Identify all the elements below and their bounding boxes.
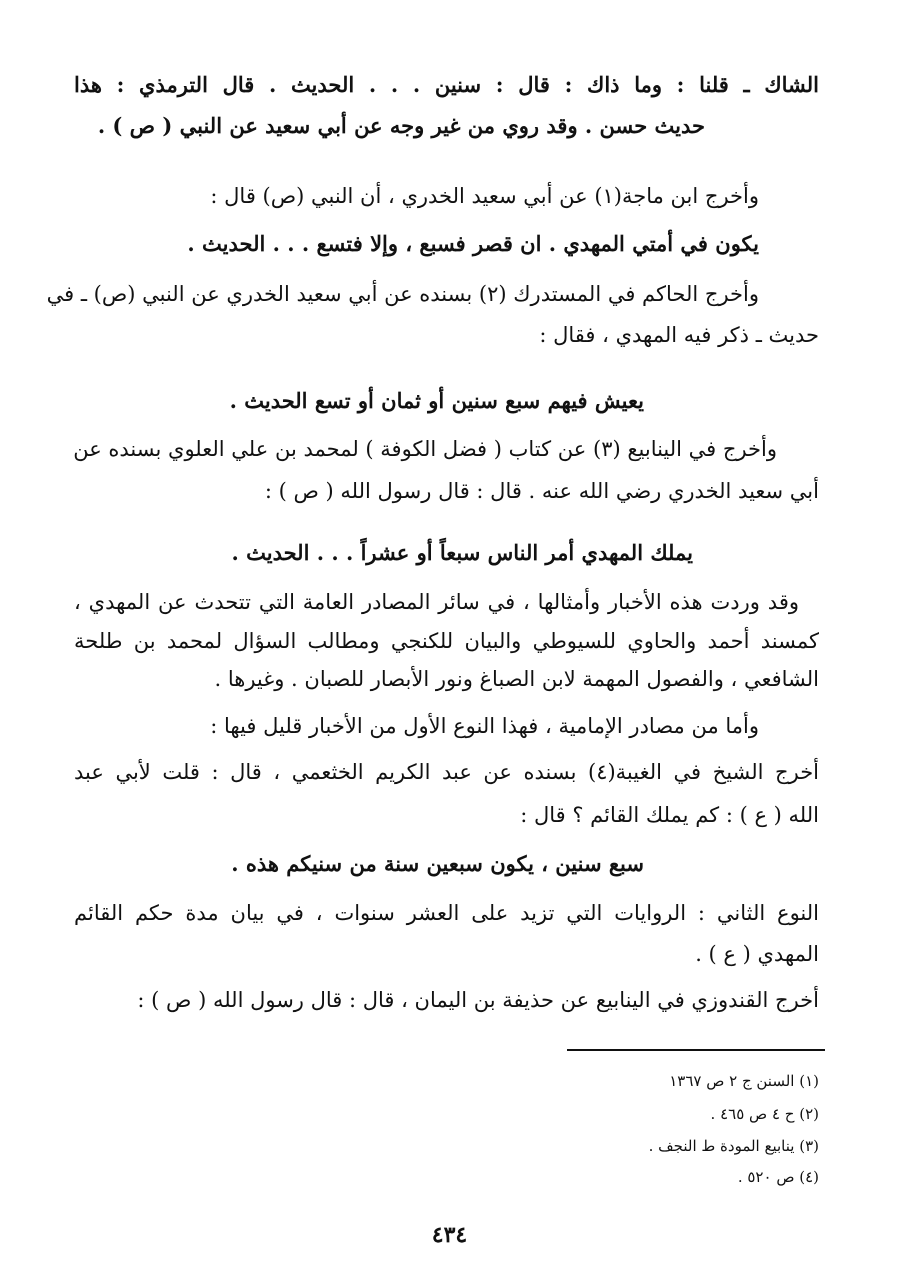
text-line-4: يكون في أمتي المهدي . ان قصر فسبع ، وإلا فتسع . . . الحديث . bbox=[187, 231, 759, 256]
text-line-13: الشافعي ، والفصول المهمة لابن الصباغ ونور الأبصار للصبان . وغيرها . bbox=[214, 667, 819, 691]
page-number: ٤٣٤ bbox=[431, 1222, 468, 1248]
text-line-7: يعيش فيهم سبع سنين أو ثمان أو تسع الحديث . bbox=[229, 388, 644, 413]
footnote-2: (٢) ح ٤ ص ٤٦٥ . bbox=[710, 1105, 819, 1123]
text-line-11: وقد وردت هذه الأخبار وأمثالها ، في سائر المصادر العامة التي تتحدث عن المهدي ، bbox=[74, 590, 799, 614]
footnote-4: (٤) ص ٥٢٠ . bbox=[737, 1168, 819, 1186]
text-line-9: أبي سعيد الخدري رضي الله عنه . قال : قال رسول الله ( ص ) : bbox=[264, 479, 819, 503]
text-line-16: الله ( ع ) : كم يملك القائم ؟ قال : bbox=[520, 803, 819, 827]
text-line-17: سبع سنين ، يكون سبعين سنة من سنيكم هذه . bbox=[231, 851, 644, 876]
text-line-15: أخرج الشيخ في الغيبة(٤) بسنده عن عبد الكريم الخثعمي ، قال : قلت لأبي عبد bbox=[74, 760, 820, 784]
text-line-1: الشاك ـ قلنا : وما ذاك : قال : سنين . . . الحديث . قال الترمذي : هذا bbox=[74, 72, 819, 97]
footnote-3: (٣) ينابيع المودة ط النجف . bbox=[648, 1137, 819, 1155]
text-line-14: وأما من مصادر الإمامية ، فهذا النوع الأول من الأخبار قليل فيها : bbox=[210, 714, 759, 738]
text-line-3: وأخرج ابن ماجة(١) عن أبي سعيد الخدري ، أن النبي (ص) قال : bbox=[210, 184, 759, 208]
text-line-6: حديث ـ ذكر فيه المهدي ، فقال : bbox=[539, 323, 819, 347]
text-line-5: وأخرج الحاكم في المستدرك (٢) بسنده عن أبي سعيد الخدري عن النبي (ص) ـ في bbox=[46, 282, 759, 306]
footnote-1: (١) السنن ج ٢ ص ١٣٦٧ bbox=[669, 1072, 819, 1090]
text-line-20: أخرج القندوزي في الينابيع عن حذيفة بن اليمان ، قال : قال رسول الله ( ص ) : bbox=[137, 988, 819, 1012]
text-line-18: النوع الثاني : الروايات التي تزيد على العشر سنوات ، في بيان مدة حكم القائم bbox=[74, 901, 819, 925]
text-line-2: حديث حسن . وقد روي من غير وجه عن أبي سعيد عن النبي ( ص ) . bbox=[97, 113, 705, 138]
text-line-12: كمسند أحمد والحاوي للسيوطي والبيان للكنجي ومطالب السؤال لمحمد بن طلحة bbox=[74, 629, 819, 653]
footnote-separator bbox=[567, 1049, 825, 1051]
text-line-10: يملك المهدي أمر الناس سبعاً أو عشراً . . . الحديث . bbox=[231, 540, 693, 565]
text-line-8: وأخرج في الينابيع (٣) عن كتاب ( فضل الكوفة ) لمحمد بن علي العلوي بسنده عن bbox=[73, 437, 777, 461]
text-line-19: المهدي ( ع ) . bbox=[695, 942, 819, 966]
